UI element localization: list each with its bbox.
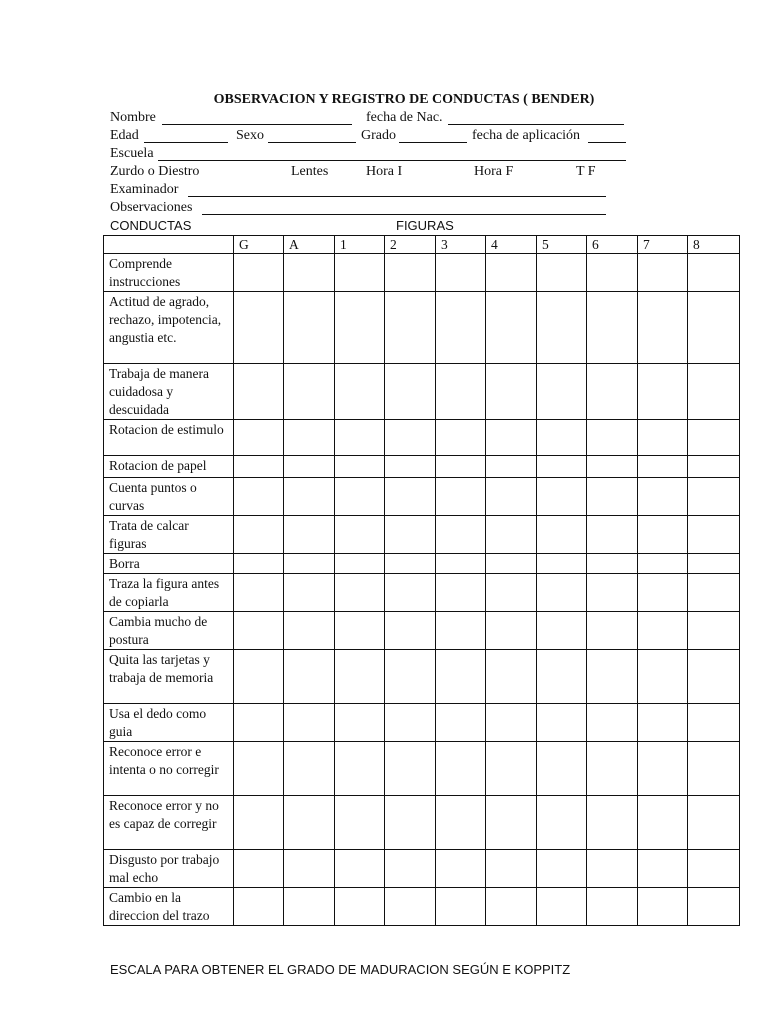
score-cell-1[interactable]	[335, 364, 385, 420]
column-header-1: 1	[335, 236, 385, 254]
score-cell-1[interactable]	[335, 516, 385, 554]
input-line-nombre[interactable]	[162, 124, 352, 125]
row-examinador	[110, 181, 630, 199]
score-cell-a[interactable]	[284, 796, 335, 850]
label-fecha-nac: fecha de Nac.	[366, 110, 443, 125]
behavior-label: Usa el dedo como guia	[104, 704, 234, 742]
score-cell-1[interactable]	[335, 796, 385, 850]
column-header-8: 8	[688, 236, 740, 254]
score-cell-a[interactable]	[284, 554, 335, 574]
score-cell-4[interactable]	[486, 850, 537, 888]
score-cell-1[interactable]	[335, 850, 385, 888]
score-cell-3[interactable]	[436, 364, 486, 420]
score-cell-4[interactable]	[486, 292, 537, 364]
score-cell-g[interactable]	[234, 850, 284, 888]
score-cell-g[interactable]	[234, 292, 284, 364]
table-row	[104, 850, 740, 888]
score-cell-2[interactable]	[385, 574, 436, 612]
row-observaciones	[110, 199, 630, 217]
score-cell-6[interactable]	[587, 850, 638, 888]
score-cell-g[interactable]	[234, 554, 284, 574]
score-cell-a[interactable]	[284, 420, 335, 456]
score-cell-5[interactable]	[537, 554, 587, 574]
score-cell-1[interactable]	[335, 554, 385, 574]
score-cell-4[interactable]	[486, 516, 537, 554]
score-cell-2[interactable]	[385, 292, 436, 364]
score-cell-3[interactable]	[436, 850, 486, 888]
label-sexo: Sexo	[236, 128, 264, 143]
score-cell-6[interactable]	[587, 478, 638, 516]
score-cell-6[interactable]	[587, 612, 638, 650]
score-cell-2[interactable]	[385, 478, 436, 516]
label-nombre: Nombre	[110, 110, 156, 125]
score-cell-4[interactable]	[486, 554, 537, 574]
behavior-label: Cambio en la direccion del trazo	[104, 888, 234, 926]
score-cell-4[interactable]	[486, 478, 537, 516]
score-cell-1[interactable]	[335, 420, 385, 456]
score-cell-6[interactable]	[587, 650, 638, 704]
score-cell-5[interactable]	[537, 742, 587, 796]
score-cell-8[interactable]	[688, 478, 740, 516]
table-row	[104, 742, 740, 796]
score-cell-3[interactable]	[436, 254, 486, 292]
score-cell-2[interactable]	[385, 742, 436, 796]
table-row	[104, 888, 740, 926]
score-cell-3[interactable]	[436, 420, 486, 456]
score-cell-4[interactable]	[486, 704, 537, 742]
label-zurdo-diestro: Zurdo o Diestro	[110, 164, 200, 179]
score-cell-4[interactable]	[486, 650, 537, 704]
score-cell-7[interactable]	[638, 742, 688, 796]
score-cell-3[interactable]	[436, 478, 486, 516]
score-cell-7[interactable]	[638, 554, 688, 574]
score-cell-1[interactable]	[335, 254, 385, 292]
table-row	[104, 574, 740, 612]
score-cell-1[interactable]	[335, 612, 385, 650]
row-table-headings	[110, 217, 630, 235]
score-cell-7[interactable]	[638, 888, 688, 926]
score-cell-7[interactable]	[638, 850, 688, 888]
score-cell-8[interactable]	[688, 292, 740, 364]
score-cell-5[interactable]	[537, 516, 587, 554]
score-cell-a[interactable]	[284, 742, 335, 796]
score-cell-2[interactable]	[385, 704, 436, 742]
score-cell-2[interactable]	[385, 612, 436, 650]
column-header-2: 2	[385, 236, 436, 254]
score-cell-8[interactable]	[688, 516, 740, 554]
score-cell-g[interactable]	[234, 456, 284, 478]
score-cell-5[interactable]	[537, 420, 587, 456]
input-line-fecha-aplicacion[interactable]	[588, 142, 626, 143]
score-cell-6[interactable]	[587, 456, 638, 478]
table-row	[104, 516, 740, 554]
behavior-label: Reconoce error y no es capaz de corregir	[104, 796, 234, 850]
score-cell-5[interactable]	[537, 254, 587, 292]
score-cell-1[interactable]	[335, 888, 385, 926]
score-cell-2[interactable]	[385, 420, 436, 456]
score-cell-8[interactable]	[688, 574, 740, 612]
score-cell-a[interactable]	[284, 650, 335, 704]
table-row	[104, 554, 740, 574]
score-cell-4[interactable]	[486, 574, 537, 612]
score-cell-6[interactable]	[587, 516, 638, 554]
score-cell-2[interactable]	[385, 554, 436, 574]
score-cell-8[interactable]	[688, 796, 740, 850]
score-cell-8[interactable]	[688, 888, 740, 926]
table-row	[104, 254, 740, 292]
score-cell-4[interactable]	[486, 612, 537, 650]
column-header-5: 5	[537, 236, 587, 254]
score-cell-6[interactable]	[587, 364, 638, 420]
score-cell-7[interactable]	[638, 796, 688, 850]
score-cell-8[interactable]	[688, 456, 740, 478]
input-line-edad[interactable]	[144, 142, 228, 143]
score-cell-6[interactable]	[587, 292, 638, 364]
table-row	[104, 478, 740, 516]
score-cell-3[interactable]	[436, 456, 486, 478]
column-header-a: A	[284, 236, 335, 254]
behavior-label: Reconoce error e intenta o no corregir	[104, 742, 234, 796]
input-line-fecha-nac[interactable]	[448, 124, 624, 125]
score-cell-6[interactable]	[587, 742, 638, 796]
score-cell-g[interactable]	[234, 516, 284, 554]
score-cell-6[interactable]	[587, 888, 638, 926]
column-header-6: 6	[587, 236, 638, 254]
score-cell-1[interactable]	[335, 650, 385, 704]
score-cell-7[interactable]	[638, 420, 688, 456]
score-cell-6[interactable]	[587, 554, 638, 574]
score-cell-g[interactable]	[234, 364, 284, 420]
score-cell-8[interactable]	[688, 612, 740, 650]
table-row	[104, 364, 740, 420]
score-cell-3[interactable]	[436, 888, 486, 926]
score-cell-7[interactable]	[638, 364, 688, 420]
input-line-sexo[interactable]	[268, 142, 356, 143]
input-line-observaciones[interactable]	[202, 214, 606, 215]
score-cell-a[interactable]	[284, 888, 335, 926]
score-cell-a[interactable]	[284, 612, 335, 650]
score-cell-1[interactable]	[335, 574, 385, 612]
score-cell-1[interactable]	[335, 704, 385, 742]
score-cell-2[interactable]	[385, 364, 436, 420]
score-cell-7[interactable]	[638, 612, 688, 650]
score-cell-5[interactable]	[537, 292, 587, 364]
label-tf: T F	[576, 164, 596, 179]
score-cell-1[interactable]	[335, 742, 385, 796]
score-cell-5[interactable]	[537, 612, 587, 650]
score-cell-3[interactable]	[436, 574, 486, 612]
score-cell-7[interactable]	[638, 516, 688, 554]
table-row	[104, 292, 740, 364]
score-cell-8[interactable]	[688, 554, 740, 574]
score-cell-7[interactable]	[638, 292, 688, 364]
row-escuela	[110, 145, 630, 163]
score-cell-4[interactable]	[486, 888, 537, 926]
score-cell-a[interactable]	[284, 254, 335, 292]
score-cell-5[interactable]	[537, 850, 587, 888]
header-empty-cell	[104, 236, 234, 254]
score-cell-1[interactable]	[335, 478, 385, 516]
score-cell-5[interactable]	[537, 456, 587, 478]
score-cell-5[interactable]	[537, 650, 587, 704]
score-cell-3[interactable]	[436, 704, 486, 742]
form-title: OBSERVACION Y REGISTRO DE CONDUCTAS ( BENDER)	[213, 92, 595, 107]
score-cell-2[interactable]	[385, 850, 436, 888]
score-cell-g[interactable]	[234, 650, 284, 704]
score-cell-a[interactable]	[284, 516, 335, 554]
score-cell-a[interactable]	[284, 574, 335, 612]
score-cell-6[interactable]	[587, 704, 638, 742]
behavior-label: Rotacion de estimulo	[104, 420, 234, 456]
label-fecha-aplicacion: fecha de aplicación	[472, 128, 581, 143]
behavior-label: Cuenta puntos o curvas	[104, 478, 234, 516]
behavior-table	[103, 235, 740, 926]
behavior-label: Comprende instrucciones	[104, 254, 234, 292]
score-cell-4[interactable]	[486, 420, 537, 456]
label-hora-i: Hora I	[366, 164, 403, 179]
score-cell-8[interactable]	[688, 704, 740, 742]
table-row	[104, 796, 740, 850]
score-cell-5[interactable]	[537, 796, 587, 850]
label-escuela: Escuela	[110, 146, 154, 161]
row-zurdo	[110, 163, 630, 181]
score-cell-2[interactable]	[385, 516, 436, 554]
score-cell-8[interactable]	[688, 420, 740, 456]
table-row	[104, 704, 740, 742]
input-line-examinador[interactable]	[188, 196, 606, 197]
score-cell-2[interactable]	[385, 254, 436, 292]
table-row	[104, 420, 740, 456]
score-cell-7[interactable]	[638, 254, 688, 292]
behavior-label: Disgusto por trabajo mal echo	[104, 850, 234, 888]
row-edad	[110, 127, 630, 145]
behavior-label: Actitud de agrado, rechazo, impotencia, angustia etc.	[104, 292, 234, 364]
column-header-4: 4	[486, 236, 537, 254]
column-header-3: 3	[436, 236, 486, 254]
score-cell-4[interactable]	[486, 742, 537, 796]
score-cell-3[interactable]	[436, 796, 486, 850]
score-cell-g[interactable]	[234, 742, 284, 796]
label-edad: Edad	[110, 128, 139, 143]
score-cell-4[interactable]	[486, 456, 537, 478]
score-cell-a[interactable]	[284, 364, 335, 420]
score-cell-3[interactable]	[436, 516, 486, 554]
score-cell-1[interactable]	[335, 456, 385, 478]
score-cell-2[interactable]	[385, 650, 436, 704]
label-lentes: Lentes	[291, 164, 329, 179]
row-nombre	[110, 109, 630, 127]
score-cell-a[interactable]	[284, 704, 335, 742]
score-cell-3[interactable]	[436, 292, 486, 364]
score-cell-3[interactable]	[436, 612, 486, 650]
score-cell-g[interactable]	[234, 574, 284, 612]
score-cell-7[interactable]	[638, 456, 688, 478]
score-cell-g[interactable]	[234, 254, 284, 292]
label-figuras: FIGURAS	[396, 218, 454, 233]
behavior-label: Quita las tarjetas y trabaja de memoria	[104, 650, 234, 704]
score-cell-6[interactable]	[587, 254, 638, 292]
score-cell-4[interactable]	[486, 364, 537, 420]
score-cell-7[interactable]	[638, 478, 688, 516]
score-cell-2[interactable]	[385, 796, 436, 850]
label-observaciones: Observaciones	[110, 200, 193, 215]
score-cell-5[interactable]	[537, 888, 587, 926]
table-header-row	[104, 236, 740, 254]
behavior-label: Borra	[104, 554, 234, 574]
score-cell-5[interactable]	[537, 478, 587, 516]
score-cell-a[interactable]	[284, 456, 335, 478]
input-line-grado[interactable]	[399, 142, 467, 143]
score-cell-a[interactable]	[284, 478, 335, 516]
score-cell-8[interactable]	[688, 254, 740, 292]
score-cell-8[interactable]	[688, 650, 740, 704]
score-cell-g[interactable]	[234, 888, 284, 926]
label-grado: Grado	[361, 128, 396, 143]
score-cell-g[interactable]	[234, 796, 284, 850]
behavior-label: Trabaja de manera cuidadosa y descuidada	[104, 364, 234, 420]
score-cell-4[interactable]	[486, 796, 537, 850]
score-cell-6[interactable]	[587, 796, 638, 850]
column-header-7: 7	[638, 236, 688, 254]
score-cell-g[interactable]	[234, 704, 284, 742]
score-cell-3[interactable]	[436, 650, 486, 704]
table-row	[104, 650, 740, 704]
behavior-label: Rotacion de papel	[104, 456, 234, 478]
table-row	[104, 612, 740, 650]
score-cell-6[interactable]	[587, 420, 638, 456]
score-cell-7[interactable]	[638, 650, 688, 704]
score-cell-a[interactable]	[284, 850, 335, 888]
score-cell-g[interactable]	[234, 478, 284, 516]
score-cell-1[interactable]	[335, 292, 385, 364]
score-cell-5[interactable]	[537, 574, 587, 612]
footer-scale-title: ESCALA PARA OBTENER EL GRADO DE MADURACION SEGÚN E KOPPITZ	[110, 962, 571, 977]
score-cell-6[interactable]	[587, 574, 638, 612]
score-cell-g[interactable]	[234, 612, 284, 650]
score-cell-g[interactable]	[234, 420, 284, 456]
input-line-escuela[interactable]	[158, 160, 626, 161]
score-cell-3[interactable]	[436, 742, 486, 796]
score-cell-8[interactable]	[688, 850, 740, 888]
table-row	[104, 456, 740, 478]
behavior-label: Cambia mucho de postura	[104, 612, 234, 650]
label-examinador: Examinador	[110, 182, 179, 197]
score-cell-8[interactable]	[688, 742, 740, 796]
score-cell-7[interactable]	[638, 574, 688, 612]
label-hora-f: Hora F	[474, 164, 514, 179]
score-cell-5[interactable]	[537, 364, 587, 420]
column-header-g: G	[234, 236, 284, 254]
score-cell-3[interactable]	[436, 554, 486, 574]
score-cell-5[interactable]	[537, 704, 587, 742]
score-cell-8[interactable]	[688, 364, 740, 420]
behavior-label: Traza la figura antes de copiarla	[104, 574, 234, 612]
behavior-label: Trata de calcar figuras	[104, 516, 234, 554]
score-cell-4[interactable]	[486, 254, 537, 292]
score-cell-2[interactable]	[385, 888, 436, 926]
score-cell-a[interactable]	[284, 292, 335, 364]
score-cell-2[interactable]	[385, 456, 436, 478]
label-conductas: CONDUCTAS	[110, 218, 192, 233]
score-cell-7[interactable]	[638, 704, 688, 742]
